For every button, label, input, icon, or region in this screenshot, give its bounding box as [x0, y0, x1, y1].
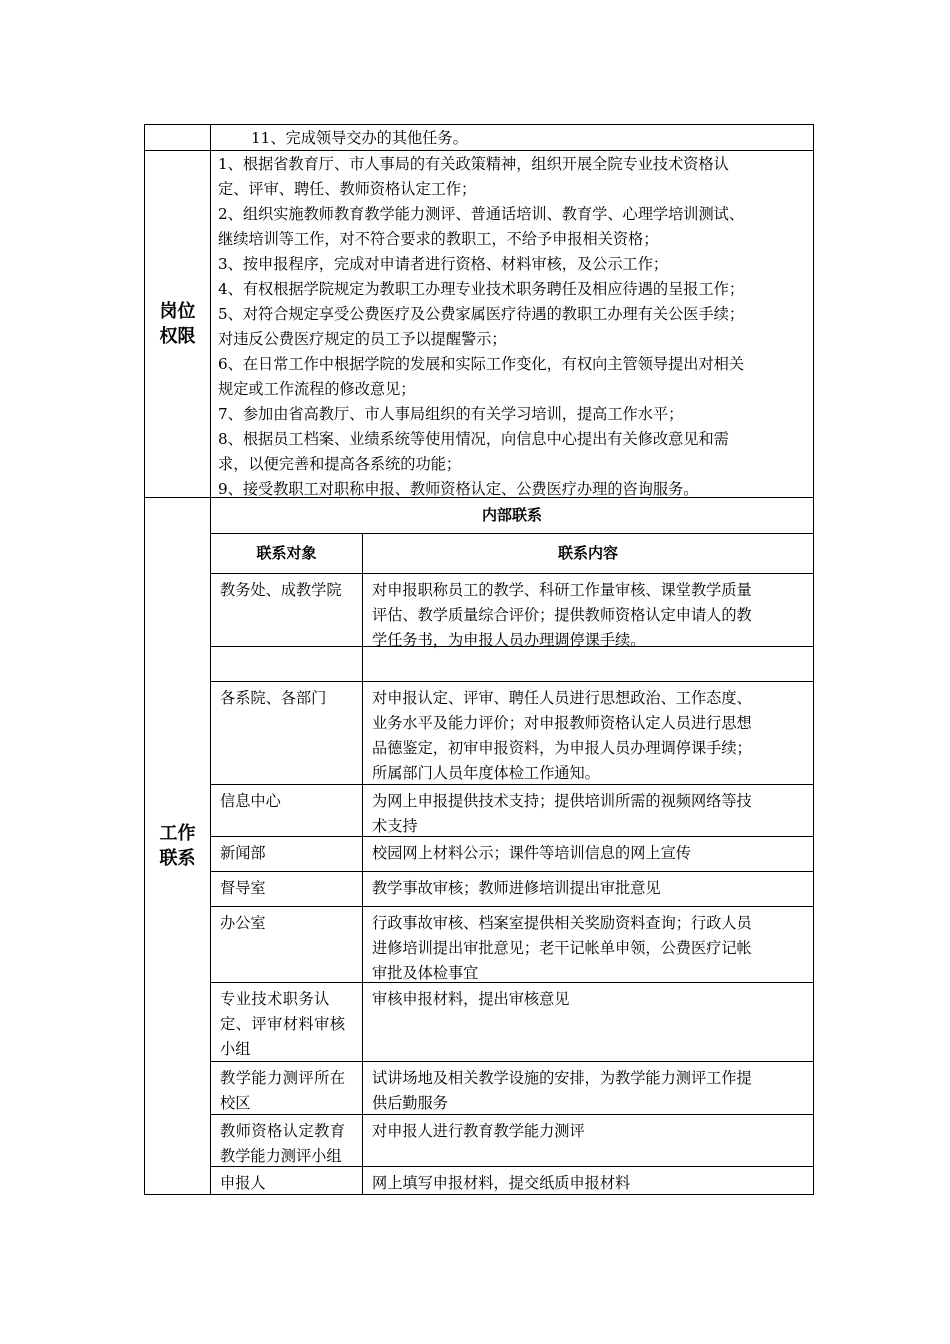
contact-party-line: 教师资格认定教育: [220, 1122, 346, 1140]
authority-line: 求，以便完善和提高各系统的功能；: [218, 455, 461, 473]
internal-contacts-title: [211, 498, 814, 534]
contact-party-line: 信息中心: [220, 792, 281, 810]
authority-line: 2、组织实施教师教育教学能力测评、普通话培训、教育学、心理学培训测试、: [218, 205, 745, 223]
contact-content-line: 审批及体检事宜: [372, 964, 479, 982]
contact-party-cell: [211, 785, 363, 837]
contact-party-line: 申报人: [220, 1174, 266, 1192]
row-continued-content-cell: [211, 125, 814, 151]
contact-party-cell: [211, 1115, 363, 1167]
contact-party-cell: [211, 574, 363, 647]
authority-line: 3、按申报程序，完成对申请者进行资格、材料审核，及公示工作；: [218, 255, 669, 273]
authority-content-cell: [211, 151, 814, 498]
authority-line: 9、接受教职工对职称申报、教师资格认定、公费医疗办理的咨询服务。: [218, 480, 699, 498]
col-header-party: [211, 534, 363, 574]
contact-party-line: 校区: [220, 1094, 251, 1112]
contact-content-cell: [363, 1062, 814, 1115]
contact-content-cell: [363, 1167, 814, 1195]
col-header-content: [363, 534, 814, 574]
contact-party-line: 教务处、成教学院: [220, 581, 342, 599]
contact-content-cell: [363, 1115, 814, 1167]
contact-party-cell: [211, 682, 363, 785]
col-header-party-text: 联系对象: [256, 544, 317, 562]
contact-content-line: 学任务书，为申报人员办理调停课手续。: [372, 631, 646, 649]
contact-party-cell: [211, 1167, 363, 1195]
contact-party-cell: [211, 983, 363, 1062]
contact-content-line: 评估、教学质量综合评价；提供教师资格认定申请人的教: [372, 606, 752, 624]
continued-task-text: 11、完成领导交办的其他任务。: [251, 129, 468, 147]
authority-line: 继续培训等工作，对不符合要求的教职工，不给予申报相关资格；: [218, 230, 659, 248]
authority-line: 4、有权根据学院规定为教职工办理专业技术职务聘任及相应待遇的呈报工作；: [218, 280, 745, 298]
authority-label-cell: [145, 151, 211, 498]
contact-content-cell: [363, 907, 814, 983]
contact-party-cell: [211, 837, 363, 872]
row-continued-label-cell: [145, 125, 211, 151]
authority-label-line-1: 岗位: [159, 301, 196, 322]
contact-content-line: 所属部门人员年度体检工作通知。: [372, 764, 600, 782]
contact-party-cell: [211, 872, 363, 907]
duty-table: [144, 124, 814, 1195]
contact-party-line: 办公室: [220, 914, 266, 932]
contact-party-line: 小组: [220, 1040, 251, 1058]
authority-line: 5、对符合规定享受公费医疗及公费家属医疗待遇的教职工办理有关公医手续；: [218, 305, 745, 323]
contact-party-line: 专业技术职务认: [220, 990, 330, 1008]
contact-content-line: 品德鉴定，初审申报资料，为申报人员办理调停课手续；: [372, 739, 752, 757]
contact-content-cell: [363, 574, 814, 647]
contact-content-line: 行政事故审核、档案室提供相关奖励资料查询；行政人员: [372, 914, 752, 932]
contact-party-line: 新闻部: [220, 844, 266, 862]
authority-line: 8、根据员工档案、业绩系统等使用情况，向信息中心提出有关修改意见和需: [218, 430, 729, 448]
contact-content-line: 教学事故审核；教师进修培训提出审批意见: [372, 879, 661, 897]
contact-party-line: 督导室: [220, 879, 266, 897]
authority-label-line-2: 权限: [159, 326, 196, 347]
contact-party-cell: [211, 1062, 363, 1115]
contact-party-line: 定、评审材料审核: [220, 1015, 346, 1033]
authority-line: 规定或工作流程的修改意见；: [218, 380, 416, 398]
authority-line: 7、参加由省高教厅、市人事局组织的有关学习培训，提高工作水平；: [218, 405, 684, 423]
contact-content-line: 为网上申报提供技术支持；提供培训所需的视频网络等技: [372, 792, 752, 810]
contact-content-line: 网上填写申报材料，提交纸质申报材料: [372, 1174, 631, 1192]
contact-content-line: 对申报职称员工的教学、科研工作量审核、课堂教学质量: [372, 581, 752, 599]
col-header-content-text: 联系内容: [557, 544, 618, 562]
contact-content-line: 审核申报材料，提出审核意见: [372, 990, 570, 1008]
contact-content-line: 试讲场地及相关教学设施的安排，为教学能力测评工作提: [372, 1069, 752, 1087]
contact-content-line: 供后勤服务: [372, 1094, 448, 1112]
contact-party-line: 教学能力测评所在: [220, 1069, 346, 1087]
contact-content-line: 进修培训提出审批意见；老干记帐单申领，公费医疗记帐: [372, 939, 752, 957]
contact-content-cell: [363, 785, 814, 837]
contact-content-line: 对申报认定、评审、聘任人员进行思想政治、工作态度、: [372, 689, 752, 707]
authority-line: 1、根据省教育厅、市人事局的有关政策精神，组织开展全院专业技术资格认: [218, 155, 729, 173]
contact-content-line: 术支持: [372, 817, 418, 835]
work-contacts-label-cell: [145, 498, 211, 1195]
work-contacts-label-line-2: 联系: [159, 848, 196, 869]
contact-party-cell: [211, 907, 363, 983]
internal-contacts-title-text: 内部联系: [481, 506, 542, 524]
authority-line: 定、评审、聘任、教师资格认定工作；: [218, 180, 477, 198]
authority-line: 对违反公费医疗规定的员工予以提醒警示；: [218, 330, 507, 348]
contact-content-line: 对申报人进行教育教学能力测评: [372, 1122, 585, 1140]
contact-content-cell: [363, 837, 814, 872]
contact-content-cell: [363, 647, 814, 682]
contact-content-line: 校园网上材料公示；课件等培训信息的网上宣传: [372, 844, 691, 862]
work-contacts-label-line-1: 工作: [159, 823, 196, 844]
contact-content-cell: [363, 983, 814, 1062]
contact-content-line: 业务水平及能力评价；对申报教师资格认定人员进行思想: [372, 714, 752, 732]
authority-line: 6、在日常工作中根据学院的发展和实际工作变化，有权向主管领导提出对相关: [218, 355, 745, 373]
contact-party-line: 各系院、各部门: [220, 689, 327, 707]
contact-party-line: 教学能力测评小组: [220, 1147, 342, 1165]
contact-party-cell: [211, 647, 363, 682]
contact-content-cell: [363, 682, 814, 785]
contact-content-cell: [363, 872, 814, 907]
